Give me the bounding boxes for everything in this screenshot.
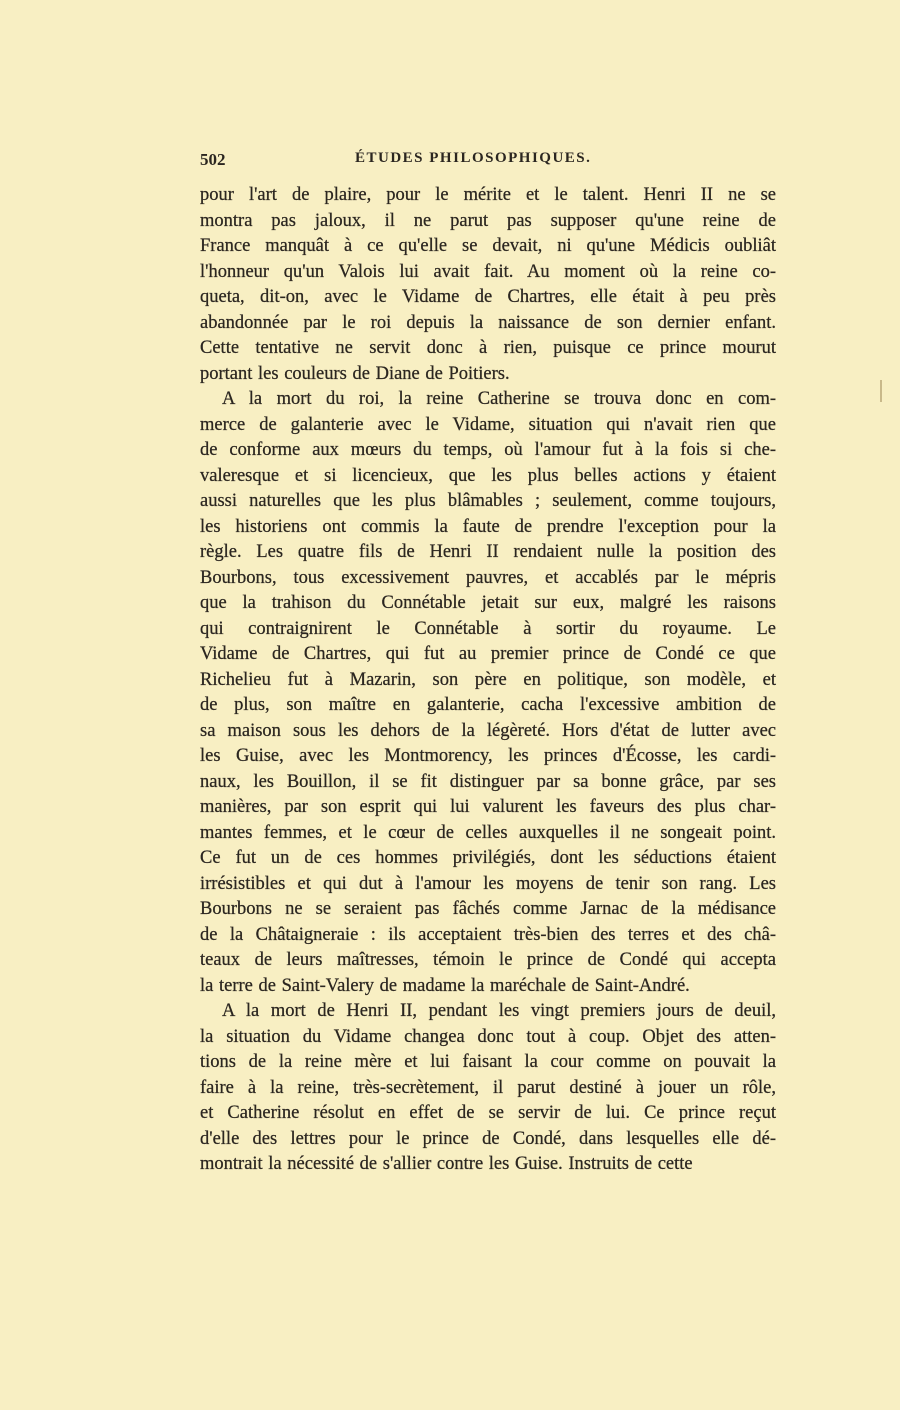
text-line: Richelieu fut à Mazarin, son père en politique, son modèle, et [200, 669, 776, 690]
text-line: Ce fut un de ces hommes privilégiés, dont les séductions étaient [200, 848, 776, 868]
text-line: montrait la nécessité de s'allier contre les Guise. Instruits de cette [200, 1154, 693, 1174]
text-line: les Guise, avec les Montmorency, les princes d'Écosse, les cardi- [200, 746, 776, 766]
text-line: manières, par son esprit qui lui valurent les faveurs des plus char- [200, 797, 776, 817]
text-line: tions de la reine mère et lui faisant la cour comme on pouvait la [200, 1052, 776, 1072]
text-line: règle. Les quatre fils de Henri II rendaient nulle la position des [200, 542, 776, 562]
text-line: que la trahison du Connétable jetait sur eux, malgré les raisons [200, 593, 776, 613]
text-line: teaux de leurs maîtresses, témoin le prince de Condé qui accepta [200, 950, 776, 970]
text-line: pour l'art de plaire, pour le mérite et le talent. Henri II ne se [200, 185, 776, 205]
text-line: Bourbons, tous excessivement pauvres, et accablés par le mépris [200, 567, 776, 588]
text-line: valeresque et si licencieux, que les plus belles actions y étaient [200, 465, 776, 486]
text-line: Vidame de Chartres, qui fut au premier prince de Condé ce que [200, 644, 776, 664]
text-line: A la mort du roi, la reine Catherine se trouva donc en com- [222, 389, 776, 409]
text-line: naux, les Bouillon, il se fit distinguer par sa bonne grâce, par ses [200, 771, 776, 792]
text-line: France manquât à ce qu'elle se devait, ni qu'une Médicis oubliât [200, 236, 776, 256]
paragraph [200, 387, 776, 999]
text-line: de la Châtaigneraie : ils acceptaient très-bien des terres et des châ- [200, 924, 776, 945]
text-line: de plus, son maître en galanterie, cacha l'excessive ambition de [200, 695, 776, 715]
running-head: ÉTUDES PHILOSOPHIQUES. [355, 150, 592, 166]
text-line: l'honneur qu'un Valois lui avait fait. Au moment où la reine co- [200, 261, 776, 282]
text-line: Bourbons ne se seraient pas fâchés comme Jarnac de la médisance [200, 899, 776, 919]
text-line: et Catherine résolut en effet de se servir de lui. Ce prince reçut [200, 1103, 776, 1123]
text-line: A la mort de Henri II, pendant les vingt premiers jours de deuil, [222, 1001, 776, 1021]
text-line: les historiens ont commis la faute de prendre l'exception pour la [200, 516, 776, 537]
text-line: queta, dit-on, avec le Vidame de Chartres, elle était à peu près [200, 287, 776, 307]
text-line: de conforme aux mœurs du temps, où l'amour fut à la fois si che- [200, 440, 776, 460]
page-number: 502 [200, 150, 226, 169]
body-text [200, 183, 776, 1178]
text-line: irrésistibles et qui dut à l'amour les moyens de tenir son rang. Les [200, 873, 776, 894]
text-line: Cette tentative ne servit donc à rien, puisque ce prince mourut [200, 338, 776, 358]
text-line: merce de galanterie avec le Vidame, situation qui n'avait rien que [200, 414, 776, 435]
text-line: sa maison sous les dehors de la légèreté. Hors d'état de lutter avec [200, 720, 776, 741]
paragraph [200, 183, 776, 387]
text-line: la situation du Vidame changea donc tout à coup. Objet des atten- [200, 1026, 776, 1047]
paragraph [200, 999, 776, 1178]
text-line: d'elle des lettres pour le prince de Condé, dans lesquelles elle dé- [200, 1128, 776, 1149]
scan-edge-mark [880, 380, 882, 402]
text-line: portant les couleurs de Diane de Poitiers. [200, 363, 510, 384]
text-line: aussi naturelles que les plus blâmables ; seulement, comme toujours, [200, 491, 776, 511]
text-line: la terre de Saint-Valery de madame la maréchale de Saint-André. [200, 975, 690, 996]
text-line: abandonnée par le roi depuis la naissance de son dernier enfant. [200, 312, 776, 333]
text-line: montra pas jaloux, il ne parut pas supposer qu'une reine de [200, 210, 776, 231]
text-line: qui contraignirent le Connétable à sortir du royaume. Le [200, 618, 776, 639]
text-line: faire à la reine, très-secrètement, il parut destiné à jouer un rôle, [200, 1077, 776, 1098]
text-line: mantes femmes, et le cœur de celles auxquelles il ne songeait point. [200, 822, 776, 843]
